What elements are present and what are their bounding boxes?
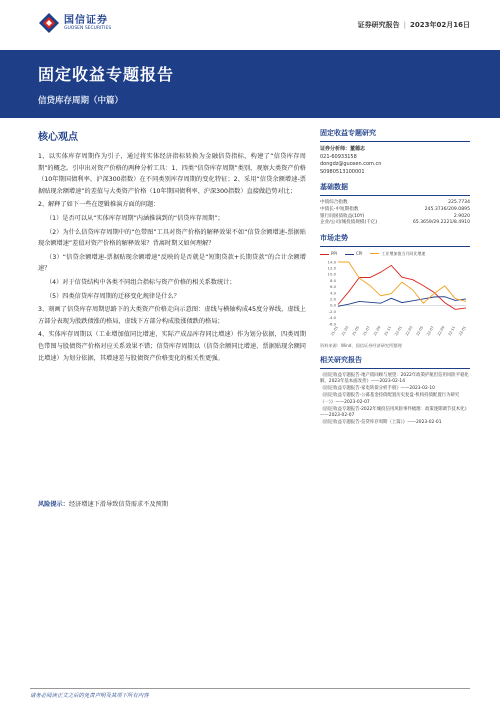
x-tick-label: 22-11 [447, 325, 457, 337]
y-tick-label: -4.0 [328, 314, 336, 320]
series-line-1 [338, 296, 466, 306]
core-para: 4、实体库存周期以（工业增加值同比增速、实际产成品库存同比增速）作为划分依据，四类周期色带图与股债资产价格对应关系效果不错；信贷库存周期以（信贷余额同比增速、票据贴现余额同比增速）为划分依据，其增速差与股债资产价格变化的相关性更强。 [38, 331, 306, 362]
x-tick-label: 21-05 [351, 325, 361, 337]
x-tick-label: 21-11 [383, 325, 393, 337]
market-chart-svg [320, 258, 470, 340]
risk-label: 风险提示： [38, 501, 69, 508]
core-para: 1、以实体库存周期作为引子，通过将实体经济指标转换为金融信贷指标，构建了“信贷库存周期”的概念。引申出对资产价格的两种分析工具：1、四类“信贷库存周期”类别，观察大类资产价格（10年期国债利率、沪深300指数）在不同类别库存周期的变化特征；2、采用“信贷余额增速-票据贴现余额增速”的差值与大类资产价格（10年期国债利率、沪深300指数）直接做趋势对比； [38, 153, 306, 195]
legend-ppi: PPI [320, 251, 337, 256]
related-item[interactable]: 《固定收益专题报告-2022年城投信用风险事件梳理：政策逐期调节技术化》——2023-02-07 [320, 406, 469, 418]
y-tick-label: 10.0 [327, 271, 336, 277]
y-tick-label: 0.0 [329, 302, 336, 308]
page-title: 固定收益专题报告 [38, 65, 175, 84]
chart-source: 资料来源：Wind、国信证券经济研究所整理 [320, 342, 402, 348]
related-item[interactable]: 《固定收益专题报告-信贷库存周期（上篇）》——2023-02-01 [320, 420, 442, 426]
core-para: （3）“信贷余额增速-票据贴现余额增速”反映的是否就是“短期贷款+长期贷款”的合计余额增速？ [38, 253, 306, 273]
report-type: 证券研究报告 [357, 21, 400, 29]
basic-data-title: 基础数据 [320, 182, 470, 196]
basic-row: 中债长-中短期指数 245.3736/209.0895 [320, 206, 470, 212]
analyst-email[interactable]: dongdz@guosen.com.cn [320, 161, 382, 168]
logo [38, 12, 111, 34]
basic-row: 企业/公司/城投债规模(千亿) 65.3659/29.2221/8.4910 [320, 220, 470, 226]
y-tick-label: -6.0 [328, 321, 336, 327]
basic-row: 中债综合指数 225.7734 [320, 200, 470, 206]
risk-text: 经济增速下滑导致信贷需求不及预期 [68, 501, 168, 508]
x-tick-label: 22-07 [426, 325, 435, 337]
title-banner [0, 50, 500, 118]
x-tick-label: 22-01 [394, 325, 403, 337]
y-tick-label: 12.0 [327, 265, 336, 271]
y-tick-label: 4.0 [329, 290, 336, 296]
legend-cpi: CPI [345, 251, 362, 256]
basic-data-table [320, 200, 470, 226]
sidebar [320, 128, 470, 427]
analyst-phone: 021-60933158 [320, 153, 357, 160]
y-tick-label: 2.0 [329, 296, 336, 302]
x-tick-label: 23-01 [458, 325, 467, 337]
x-tick-label: 21-09 [372, 325, 382, 337]
analyst-license: S0980513100001 [320, 168, 365, 175]
y-tick-label: 8.0 [329, 277, 336, 283]
market-title: 市场走势 [320, 233, 470, 247]
x-tick-label: 22-03 [404, 325, 414, 337]
risk-warning [38, 499, 168, 508]
related-item[interactable]: 《固定收益专题报告-家电转债分析手册》——2023-02-10 [320, 386, 435, 392]
header-meta: 证券研究报告 | 2023年02月16日 [357, 21, 470, 29]
related-item[interactable]: 《固定收益专题报告-公募基金持债配置历史复盘-机构持债配置行为研究（一）》——2023-02-07 [320, 393, 460, 405]
analyst-info [320, 146, 470, 176]
core-para: （1）是否可以从“实体库存周期”内涵推演到的“信贷库存周期”； [46, 214, 224, 222]
related-list [320, 373, 470, 427]
footer-disclaimer: 请务必阅读正文之后的免责声明及其项下所有内容 [30, 693, 149, 699]
core-para: 2、解释了如下一些在逻辑推演方面的问题： [38, 201, 160, 209]
logo-icon [38, 12, 60, 34]
analyst-line: 证券分析师：董德志 [320, 146, 366, 152]
logo-en: GUOSEN SECURITIES [64, 25, 112, 31]
core-para: 3、刻画了信贷库存周期思路下的大类资产价格走向示意图：虚线与横轴构成45度分界线，虚线上方部分表现为股跌债涨的格局，虚线下方部分构成股涨债跌的格局； [38, 306, 306, 325]
x-tick-label: 21-07 [362, 325, 371, 337]
logo-cn: 国信证券 [64, 14, 108, 26]
market-chart [320, 258, 470, 340]
y-tick-label: -2.0 [328, 308, 336, 314]
x-tick-label: 21-01 [330, 325, 339, 337]
x-tick-label: 22-05 [415, 325, 425, 337]
team-title: 固定收益专题研究 [320, 128, 470, 142]
core-para: （2）为什么信贷库存周期中的“色带图”工具对资产价格的解释效果不如“信贷余额增速-票据贴现余额增速”差值对资产价格的解释效果？背离时期又如何理解？ [38, 228, 306, 248]
related-item[interactable]: 《固定收益专题报告-地产债回顾与展望：2022年政策护航但信用风险平稳化解，2023年基本面改善》——2023-02-14 [320, 372, 469, 384]
page-header [0, 0, 500, 40]
x-tick-label: 22-09 [436, 325, 446, 337]
legend-iva: 工业增加值当月同比增速 [370, 251, 425, 257]
x-tick-label: 21-03 [340, 325, 350, 337]
y-tick-label: 14.0 [327, 259, 336, 265]
y-tick-label: 6.0 [329, 283, 336, 289]
core-para: （4）对于信贷结构中各类不同组合指标与资产价格的相关系数统计； [46, 278, 236, 286]
core-views [38, 128, 306, 366]
related-title: 相关研究报告 [320, 355, 470, 369]
page-subtitle: 信贷库存周期（中篇） [38, 96, 124, 106]
chart-legend [320, 251, 470, 257]
core-title: 核心观点 [38, 132, 78, 143]
footer-divider [30, 688, 470, 689]
report-date: 2023年02月16日 [410, 21, 470, 29]
basic-row: 银行间国债收益(10Y) 2.9020 [320, 213, 470, 219]
core-para: （5）四类信贷库存周期的迁移变化规律是什么？ [46, 292, 180, 300]
